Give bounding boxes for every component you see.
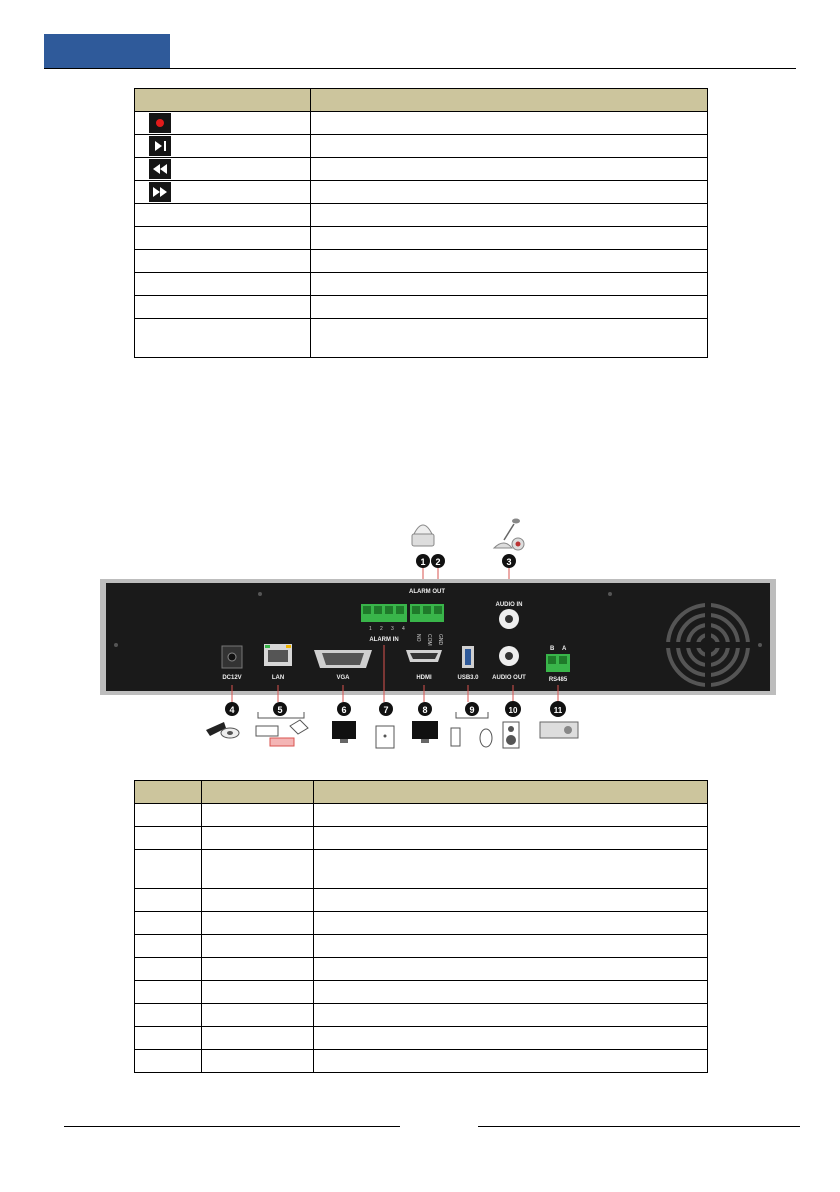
table-cell [314, 1027, 708, 1050]
svg-text:GND: GND [437, 634, 443, 646]
callout-marker [502, 554, 516, 568]
table-row [135, 912, 708, 935]
table-cell [314, 804, 708, 827]
table-cell [314, 958, 708, 981]
ptz-controller-icon [540, 722, 578, 738]
svg-text:B: B [550, 646, 555, 652]
svg-text:ALARM OUT: ALARM OUT [409, 589, 445, 595]
svg-text:2: 2 [380, 626, 383, 632]
table-cell [202, 850, 314, 889]
microphone-icon [494, 519, 524, 551]
monitor-icon [412, 721, 438, 743]
svg-text:USB3.0: USB3.0 [457, 675, 479, 681]
power-adapter-icon [206, 722, 239, 738]
alarm-light-icon [412, 525, 434, 546]
table-cell [202, 981, 314, 1004]
table-cell [202, 889, 314, 912]
table-cell [135, 827, 202, 850]
table-cell [135, 1027, 202, 1050]
callout-marker [418, 702, 432, 716]
table-cell [135, 958, 202, 981]
svg-text:10: 10 [508, 706, 518, 715]
monitor-icon [332, 721, 356, 743]
svg-text:6: 6 [341, 705, 347, 715]
callout-marker [416, 554, 430, 568]
table-cell [202, 1027, 314, 1050]
svg-text:RS485: RS485 [548, 677, 568, 683]
table-cell [314, 850, 708, 889]
table-cell [135, 981, 202, 1004]
footer-rule-right [478, 1126, 800, 1127]
table-cell [202, 804, 314, 827]
table-row [135, 958, 708, 981]
table-row [135, 827, 708, 850]
svg-text:A: A [562, 646, 567, 652]
alarm-sensor-icon [376, 726, 394, 748]
table-cell [314, 889, 708, 912]
table-row [135, 935, 708, 958]
callout-marker [225, 702, 239, 716]
interface-table [134, 780, 708, 1073]
svg-text:HDMI: HDMI [416, 675, 432, 681]
dc12v-port [222, 646, 242, 681]
svg-text:4: 4 [402, 626, 405, 632]
callout-marker [465, 702, 479, 716]
svg-text:2: 2 [435, 557, 441, 567]
svg-text:3: 3 [506, 557, 512, 567]
table-cell [314, 912, 708, 935]
table-header-row [135, 781, 708, 804]
svg-text:COM: COM [426, 634, 432, 646]
svg-text:AUDIO IN: AUDIO IN [495, 602, 523, 608]
table-cell [135, 850, 202, 889]
table-header-cell [135, 781, 202, 804]
speaker-icon [503, 722, 519, 748]
table-row [135, 1004, 708, 1027]
svg-text:5: 5 [277, 705, 283, 715]
table-cell [135, 912, 202, 935]
callout-marker [273, 702, 287, 716]
svg-text:7: 7 [383, 705, 389, 715]
callout-marker [505, 701, 521, 717]
table-row [135, 1050, 708, 1073]
table-row [135, 850, 708, 889]
svg-text:DC12V: DC12V [222, 675, 242, 681]
svg-text:NO: NO [415, 634, 421, 642]
table-cell [314, 1050, 708, 1073]
table-cell [314, 981, 708, 1004]
table-cell [314, 827, 708, 850]
usb-devices-icon [451, 712, 492, 747]
table-row [135, 981, 708, 1004]
table-cell [135, 804, 202, 827]
svg-text:VGA: VGA [336, 675, 350, 681]
table-cell [314, 935, 708, 958]
table-cell [202, 1050, 314, 1073]
table-cell [202, 935, 314, 958]
network-devices-icon [256, 712, 308, 746]
table-cell [202, 912, 314, 935]
svg-text:1: 1 [369, 626, 372, 632]
svg-text:LAN: LAN [271, 675, 285, 681]
table-cell [202, 827, 314, 850]
table-cell [135, 935, 202, 958]
table-cell [135, 1050, 202, 1073]
table-header-cell [314, 781, 708, 804]
svg-text:11: 11 [553, 706, 563, 715]
table-row [135, 1027, 708, 1050]
callout-marker [337, 702, 351, 716]
callout-marker [550, 701, 566, 717]
svg-text:1: 1 [420, 557, 426, 567]
table-row [135, 804, 708, 827]
table-cell [135, 889, 202, 912]
svg-text:8: 8 [422, 705, 428, 715]
table-cell [135, 1004, 202, 1027]
callout-marker [379, 702, 393, 716]
table-row [135, 889, 708, 912]
table-cell [202, 1004, 314, 1027]
table-header-cell [202, 781, 314, 804]
footer-rule-left [64, 1126, 400, 1127]
svg-text:AUDIO OUT: AUDIO OUT [492, 675, 526, 681]
table-cell [202, 958, 314, 981]
svg-text:3: 3 [391, 626, 394, 632]
table-cell [314, 1004, 708, 1027]
svg-text:9: 9 [469, 705, 475, 715]
svg-text:ALARM IN: ALARM IN [369, 637, 399, 643]
callout-marker [431, 554, 445, 568]
svg-text:4: 4 [229, 705, 235, 715]
